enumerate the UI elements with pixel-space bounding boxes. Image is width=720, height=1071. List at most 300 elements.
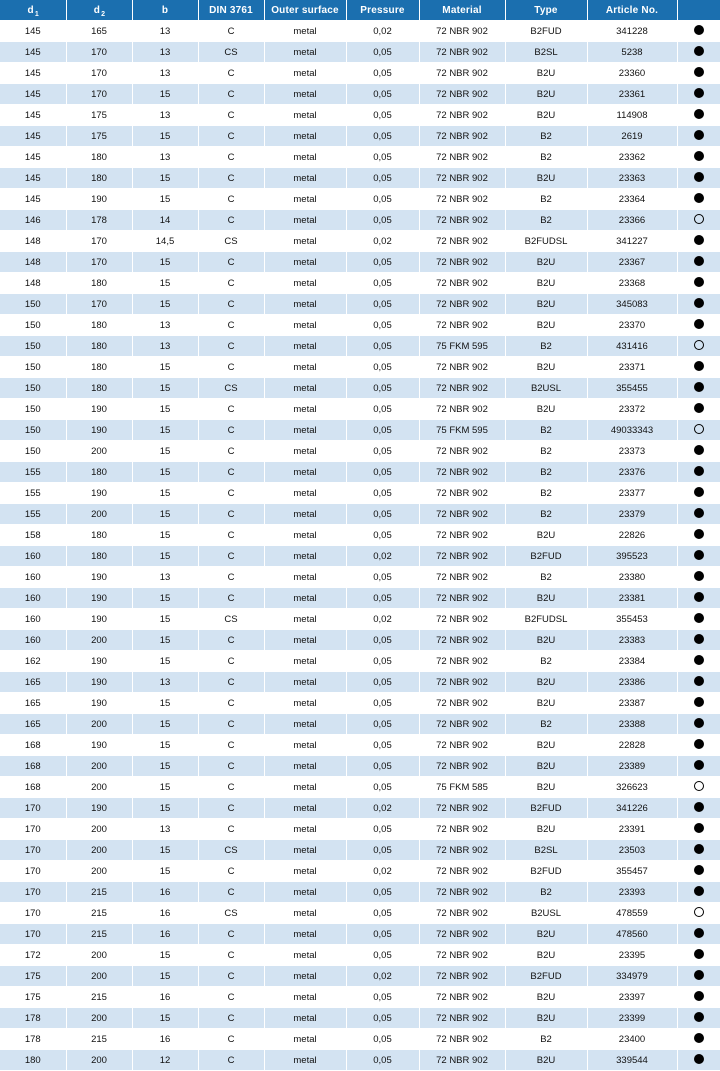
cell-status (677, 273, 720, 294)
table-row[interactable] (0, 525, 720, 546)
table-row[interactable] (0, 882, 720, 903)
cell-b: 15 (132, 546, 198, 567)
column-header-b: b (132, 0, 198, 21)
cell-d1: 145 (0, 84, 66, 105)
cell-status (677, 882, 720, 903)
cell-outer-surface: metal (264, 714, 346, 735)
cell-d2: 180 (66, 378, 132, 399)
cell-article-no: 23503 (587, 840, 677, 861)
cell-din: C (198, 105, 264, 126)
table-row[interactable] (0, 294, 720, 315)
cell-d2: 180 (66, 546, 132, 567)
status-circle-hollow-icon (694, 340, 704, 350)
cell-type: B2U (505, 273, 587, 294)
cell-article-no: 23393 (587, 882, 677, 903)
cell-d2: 200 (66, 819, 132, 840)
column-header-d1 (0, 0, 66, 21)
cell-d2: 170 (66, 294, 132, 315)
cell-b: 13 (132, 42, 198, 63)
cell-pressure: 0,05 (346, 63, 419, 84)
cell-type: B2FUD (505, 798, 587, 819)
cell-d1: 170 (0, 924, 66, 945)
cell-pressure: 0,02 (346, 609, 419, 630)
cell-b: 13 (132, 336, 198, 357)
table-row[interactable] (0, 630, 720, 651)
cell-type: B2U (505, 294, 587, 315)
cell-din: C (198, 126, 264, 147)
cell-din: C (198, 21, 264, 42)
cell-type: B2USL (505, 378, 587, 399)
cell-b: 15 (132, 189, 198, 210)
status-circle-filled-icon (694, 529, 704, 539)
cell-type: B2 (505, 126, 587, 147)
cell-din: C (198, 168, 264, 189)
cell-outer-surface: metal (264, 315, 346, 336)
cell-b: 15 (132, 441, 198, 462)
cell-din: C (198, 189, 264, 210)
cell-article-no: 23376 (587, 462, 677, 483)
cell-d2: 215 (66, 987, 132, 1008)
cell-b: 15 (132, 420, 198, 441)
status-circle-filled-icon (694, 802, 704, 812)
table-row[interactable] (0, 861, 720, 882)
table-row[interactable] (0, 651, 720, 672)
cell-din: C (198, 399, 264, 420)
cell-outer-surface: metal (264, 420, 346, 441)
cell-article-no: 23391 (587, 819, 677, 840)
cell-d1: 145 (0, 63, 66, 84)
status-circle-filled-icon (694, 172, 704, 182)
cell-d2: 180 (66, 336, 132, 357)
cell-d1: 145 (0, 21, 66, 42)
cell-status (677, 609, 720, 630)
cell-b: 13 (132, 21, 198, 42)
cell-status (677, 399, 720, 420)
cell-b: 15 (132, 399, 198, 420)
table-row[interactable] (0, 672, 720, 693)
cell-pressure: 0,05 (346, 483, 419, 504)
cell-status (677, 252, 720, 273)
cell-d2: 178 (66, 210, 132, 231)
cell-d1: 155 (0, 483, 66, 504)
cell-d2: 190 (66, 588, 132, 609)
cell-d1: 150 (0, 357, 66, 378)
table-row[interactable] (0, 945, 720, 966)
cell-din: C (198, 546, 264, 567)
cell-din: C (198, 588, 264, 609)
cell-type: B2SL (505, 42, 587, 63)
cell-b: 13 (132, 567, 198, 588)
header-row (0, 0, 720, 21)
cell-d2: 180 (66, 525, 132, 546)
table-row[interactable] (0, 924, 720, 945)
status-circle-filled-icon (694, 823, 704, 833)
cell-b: 13 (132, 63, 198, 84)
cell-type: B2U (505, 735, 587, 756)
cell-article-no: 23370 (587, 315, 677, 336)
cell-pressure: 0,05 (346, 315, 419, 336)
cell-article-no: 23397 (587, 987, 677, 1008)
cell-pressure: 0,05 (346, 357, 419, 378)
table-row[interactable] (0, 315, 720, 336)
table-row[interactable] (0, 126, 720, 147)
table-row[interactable] (0, 462, 720, 483)
table-row[interactable] (0, 63, 720, 84)
table-row[interactable] (0, 147, 720, 168)
cell-d2: 200 (66, 441, 132, 462)
table-row[interactable] (0, 273, 720, 294)
cell-status (677, 903, 720, 924)
cell-d1: 165 (0, 714, 66, 735)
cell-article-no: 23381 (587, 588, 677, 609)
cell-type: B2U (505, 945, 587, 966)
cell-material: 72 NBR 902 (419, 882, 505, 903)
cell-type: B2FUD (505, 21, 587, 42)
cell-pressure: 0,05 (346, 420, 419, 441)
table-row[interactable] (0, 504, 720, 525)
table-row[interactable] (0, 546, 720, 567)
cell-d1: 168 (0, 756, 66, 777)
cell-status (677, 945, 720, 966)
cell-b: 15 (132, 714, 198, 735)
table-row[interactable] (0, 84, 720, 105)
cell-din: C (198, 84, 264, 105)
cell-article-no: 23400 (587, 1029, 677, 1050)
cell-status (677, 1050, 720, 1071)
cell-status (677, 567, 720, 588)
cell-outer-surface: metal (264, 147, 346, 168)
cell-status (677, 462, 720, 483)
cell-outer-surface: metal (264, 903, 346, 924)
table-row[interactable] (0, 168, 720, 189)
cell-b: 15 (132, 126, 198, 147)
table-row[interactable] (0, 441, 720, 462)
cell-article-no: 355457 (587, 861, 677, 882)
cell-material: 72 NBR 902 (419, 735, 505, 756)
cell-article-no: 23399 (587, 1008, 677, 1029)
cell-outer-surface: metal (264, 987, 346, 1008)
cell-material: 75 FKM 595 (419, 336, 505, 357)
column-header-d2 (66, 0, 132, 21)
cell-pressure: 0,05 (346, 126, 419, 147)
cell-b: 15 (132, 777, 198, 798)
cell-pressure: 0,05 (346, 840, 419, 861)
table-row[interactable] (0, 483, 720, 504)
cell-status (677, 693, 720, 714)
cell-d2: 180 (66, 315, 132, 336)
table-row[interactable] (0, 798, 720, 819)
cell-d2: 190 (66, 798, 132, 819)
cell-d2: 200 (66, 714, 132, 735)
cell-b: 16 (132, 903, 198, 924)
table-row[interactable] (0, 819, 720, 840)
cell-b: 15 (132, 756, 198, 777)
cell-material: 72 NBR 902 (419, 21, 505, 42)
cell-b: 15 (132, 651, 198, 672)
cell-b: 15 (132, 525, 198, 546)
table-row[interactable] (0, 252, 720, 273)
cell-d1: 178 (0, 1029, 66, 1050)
table-row[interactable] (0, 357, 720, 378)
cell-din: C (198, 777, 264, 798)
table-row[interactable] (0, 231, 720, 252)
cell-type: B2 (505, 714, 587, 735)
table-row[interactable] (0, 1050, 720, 1071)
cell-material: 72 NBR 902 (419, 756, 505, 777)
cell-din: C (198, 756, 264, 777)
table-row[interactable] (0, 735, 720, 756)
cell-status (677, 147, 720, 168)
cell-material: 72 NBR 902 (419, 588, 505, 609)
cell-d1: 170 (0, 798, 66, 819)
cell-d2: 180 (66, 168, 132, 189)
cell-outer-surface: metal (264, 966, 346, 987)
status-circle-filled-icon (694, 193, 704, 203)
cell-type: B2U (505, 1050, 587, 1071)
cell-din: C (198, 357, 264, 378)
table-row[interactable] (0, 567, 720, 588)
cell-d2: 190 (66, 399, 132, 420)
cell-din: C (198, 1029, 264, 1050)
status-circle-filled-icon (694, 676, 704, 686)
status-circle-filled-icon (694, 718, 704, 728)
cell-b: 13 (132, 315, 198, 336)
cell-outer-surface: metal (264, 882, 346, 903)
cell-article-no: 478560 (587, 924, 677, 945)
column-header-status (677, 0, 720, 21)
table-row[interactable] (0, 756, 720, 777)
cell-b: 13 (132, 819, 198, 840)
table-row[interactable] (0, 420, 720, 441)
cell-type: B2U (505, 588, 587, 609)
status-circle-filled-icon (694, 991, 704, 1001)
cell-type: B2SL (505, 840, 587, 861)
cell-material: 72 NBR 902 (419, 861, 505, 882)
cell-d1: 170 (0, 819, 66, 840)
cell-status (677, 84, 720, 105)
cell-article-no: 23383 (587, 630, 677, 651)
cell-din: C (198, 672, 264, 693)
cell-pressure: 0,05 (346, 693, 419, 714)
cell-b: 15 (132, 462, 198, 483)
cell-material: 72 NBR 902 (419, 483, 505, 504)
cell-d2: 170 (66, 252, 132, 273)
cell-material: 72 NBR 902 (419, 966, 505, 987)
cell-b: 15 (132, 504, 198, 525)
cell-pressure: 0,05 (346, 735, 419, 756)
cell-outer-surface: metal (264, 693, 346, 714)
cell-din: C (198, 1008, 264, 1029)
cell-pressure: 0,05 (346, 462, 419, 483)
cell-d1: 170 (0, 903, 66, 924)
cell-d2: 200 (66, 861, 132, 882)
cell-pressure: 0,02 (346, 966, 419, 987)
table-row[interactable] (0, 336, 720, 357)
cell-d1: 150 (0, 399, 66, 420)
cell-d2: 175 (66, 126, 132, 147)
cell-pressure: 0,05 (346, 1050, 419, 1071)
cell-status (677, 63, 720, 84)
cell-article-no: 23361 (587, 84, 677, 105)
cell-article-no: 341228 (587, 21, 677, 42)
cell-d1: 180 (0, 1050, 66, 1071)
table-row[interactable] (0, 1029, 720, 1050)
cell-b: 15 (132, 483, 198, 504)
cell-d2: 200 (66, 1050, 132, 1071)
header-sub-d1: 1 (34, 10, 39, 18)
cell-d1: 150 (0, 378, 66, 399)
cell-status (677, 756, 720, 777)
cell-d1: 150 (0, 315, 66, 336)
cell-b: 15 (132, 966, 198, 987)
cell-b: 15 (132, 861, 198, 882)
cell-article-no: 22826 (587, 525, 677, 546)
cell-din: C (198, 147, 264, 168)
cell-article-no: 23367 (587, 252, 677, 273)
cell-din: C (198, 315, 264, 336)
table-row[interactable] (0, 42, 720, 63)
cell-material: 75 FKM 595 (419, 420, 505, 441)
cell-status (677, 441, 720, 462)
cell-status (677, 651, 720, 672)
cell-status (677, 210, 720, 231)
table-row[interactable] (0, 903, 720, 924)
status-circle-hollow-icon (694, 781, 704, 791)
cell-pressure: 0,05 (346, 399, 419, 420)
cell-d2: 200 (66, 504, 132, 525)
cell-article-no: 23360 (587, 63, 677, 84)
cell-d2: 200 (66, 966, 132, 987)
cell-outer-surface: metal (264, 42, 346, 63)
table-row[interactable] (0, 714, 720, 735)
status-circle-hollow-icon (694, 214, 704, 224)
cell-material: 72 NBR 902 (419, 903, 505, 924)
cell-outer-surface: metal (264, 126, 346, 147)
cell-d1: 170 (0, 882, 66, 903)
status-circle-filled-icon (694, 865, 704, 875)
cell-type: B2 (505, 651, 587, 672)
cell-b: 15 (132, 378, 198, 399)
cell-material: 72 NBR 902 (419, 315, 505, 336)
cell-status (677, 504, 720, 525)
cell-d2: 170 (66, 63, 132, 84)
cell-pressure: 0,05 (346, 924, 419, 945)
cell-article-no: 2619 (587, 126, 677, 147)
table-row[interactable] (0, 966, 720, 987)
cell-d1: 178 (0, 1008, 66, 1029)
cell-material: 72 NBR 902 (419, 294, 505, 315)
cell-status (677, 168, 720, 189)
cell-din: CS (198, 840, 264, 861)
cell-d2: 200 (66, 1008, 132, 1029)
cell-outer-surface: metal (264, 441, 346, 462)
cell-din: C (198, 567, 264, 588)
cell-b: 16 (132, 1029, 198, 1050)
cell-article-no: 23387 (587, 693, 677, 714)
cell-outer-surface: metal (264, 294, 346, 315)
cell-outer-surface: metal (264, 567, 346, 588)
cell-article-no: 23363 (587, 168, 677, 189)
cell-status (677, 315, 720, 336)
cell-d1: 145 (0, 126, 66, 147)
status-circle-filled-icon (694, 844, 704, 854)
cell-outer-surface: metal (264, 651, 346, 672)
cell-type: B2U (505, 168, 587, 189)
table-row[interactable] (0, 987, 720, 1008)
table-row[interactable] (0, 378, 720, 399)
cell-type: B2 (505, 483, 587, 504)
cell-article-no: 23364 (587, 189, 677, 210)
table-row[interactable] (0, 1008, 720, 1029)
cell-material: 72 NBR 902 (419, 609, 505, 630)
cell-d1: 148 (0, 252, 66, 273)
cell-din: C (198, 819, 264, 840)
cell-b: 16 (132, 987, 198, 1008)
cell-d1: 168 (0, 735, 66, 756)
cell-d1: 150 (0, 336, 66, 357)
table-row[interactable] (0, 399, 720, 420)
cell-d2: 200 (66, 840, 132, 861)
cell-d2: 190 (66, 693, 132, 714)
cell-pressure: 0,05 (346, 147, 419, 168)
cell-d1: 170 (0, 861, 66, 882)
cell-din: C (198, 294, 264, 315)
cell-status (677, 42, 720, 63)
table-row[interactable] (0, 840, 720, 861)
cell-status (677, 735, 720, 756)
cell-material: 72 NBR 902 (419, 651, 505, 672)
table-row[interactable] (0, 693, 720, 714)
cell-outer-surface: metal (264, 588, 346, 609)
table-row[interactable] (0, 588, 720, 609)
cell-status (677, 336, 720, 357)
table-row[interactable] (0, 777, 720, 798)
cell-d2: 180 (66, 273, 132, 294)
table-row[interactable] (0, 609, 720, 630)
table-row[interactable] (0, 105, 720, 126)
cell-type: B2FUDSL (505, 609, 587, 630)
table-row[interactable] (0, 189, 720, 210)
cell-pressure: 0,05 (346, 441, 419, 462)
cell-d1: 150 (0, 294, 66, 315)
table-row[interactable] (0, 21, 720, 42)
cell-material: 72 NBR 902 (419, 273, 505, 294)
cell-article-no: 49033343 (587, 420, 677, 441)
column-header-article-no: Article No. (587, 0, 677, 21)
cell-material: 72 NBR 902 (419, 693, 505, 714)
cell-d2: 215 (66, 882, 132, 903)
table-row[interactable] (0, 210, 720, 231)
cell-outer-surface: metal (264, 483, 346, 504)
cell-b: 13 (132, 147, 198, 168)
cell-type: B2U (505, 777, 587, 798)
cell-type: B2U (505, 1008, 587, 1029)
cell-d2: 180 (66, 357, 132, 378)
cell-b: 14 (132, 210, 198, 231)
status-circle-hollow-icon (694, 907, 704, 917)
cell-din: C (198, 651, 264, 672)
column-header-outer-surface: Outer surface (264, 0, 346, 21)
cell-b: 15 (132, 798, 198, 819)
status-circle-filled-icon (694, 298, 704, 308)
cell-b: 13 (132, 105, 198, 126)
header-label-d1: d (27, 4, 34, 16)
cell-outer-surface: metal (264, 210, 346, 231)
cell-material: 72 NBR 902 (419, 126, 505, 147)
status-circle-filled-icon (694, 634, 704, 644)
cell-material: 72 NBR 902 (419, 1008, 505, 1029)
table-body (0, 21, 720, 1071)
